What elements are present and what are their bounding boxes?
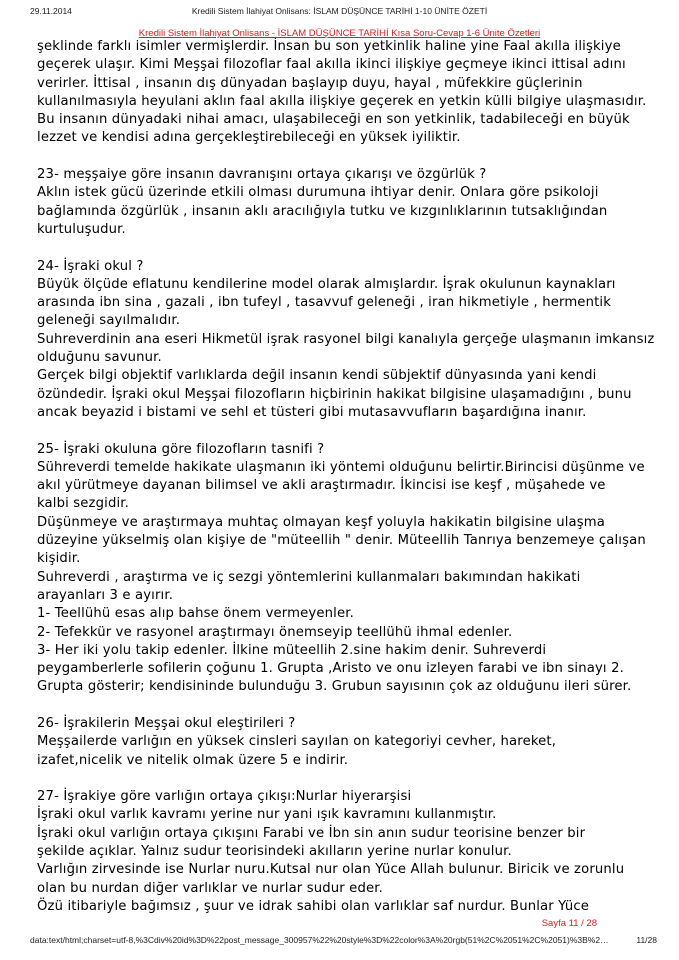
text-line: Düşünmeye ve araştırmaya muhtaç olmayan keşf yoluyla hakikatin bilgisine ulaşma [37, 514, 606, 530]
text-line: İşraki okul varlık kavramı yerine nur yani ışık kavramını kullanmıştır. [37, 807, 497, 823]
text-line: izafet,nicelik ve nitelik olmak üzere 5 e indirir. [37, 752, 349, 768]
question-heading: 24- İşraki okul ? [37, 258, 144, 274]
page-label: Sayfa 11 / 28 [541, 918, 597, 929]
text-line: 3- Her iki yolu takip edenler. İlkine müteellih 2.sine hakim denir. Suhreverdi [37, 642, 547, 658]
text-line: arasında ibn sina , gazali , ibn tufeyl , tasavvuf geleneği , iran hikmetiyle , hermentik [37, 295, 612, 311]
text-line: bağlamında özgürlük , insanın aklı aracılığıyla tutku ve kızgınlıklarının tutsaklığından [37, 203, 608, 219]
text-line: Meşşailerde varlığın en yüksek cinsleri sayılan on kategoriyi cevher, hareket, [37, 734, 557, 750]
question-heading: 27- İşrakiye göre varlığın ortaya çıkışı:Nurlar hiyerarşisi [37, 789, 412, 805]
paragraph-gap [37, 697, 657, 715]
text-line: özündedir. İşraki okul Meşşai filozofların hiçbirinin hakikat bilgisine ulaşamadığını , bunu [37, 386, 632, 402]
document-body [37, 38, 657, 916]
text-line: Gerçek bilgi objektif varlıklarda değil insanın kendi sübjektif dünyasında yani kendi [37, 368, 597, 384]
text-line: olduğunu savunur. [37, 350, 162, 366]
text-line: Büyük ölçüde eflatunu kendilerine model olarak almışlardır. İşrak okulunun kaynakları [37, 276, 616, 292]
text-line: kalbi sezgidir. [37, 496, 130, 512]
document-banner-link[interactable]: Kredili Sistem İlahiyat Onlisans - İSLAM DÜŞÜNCE TARİHİ Kısa Soru-Cevap 1-6 Ünite Özetleri [138, 28, 541, 39]
text-line: İşraki okul varlığın ortaya çıkışını Farabi ve İbn sin anın sudur teorisine benzer bir [37, 825, 586, 841]
text-line: lezzet ve kendisi adına gerçekleştirebileceği en yüksek iyiliktir. [37, 130, 461, 146]
print-date: 29.11.2014 [30, 6, 72, 16]
question-heading: 23- meşşaiye göre insanın davranışını ortaya çıkarışı ve özgürlük ? [37, 167, 487, 183]
text-line: düzeyine yükselmiş olan kişiye de "müteellih " denir. Müteellih Tanrıya benzemeye çalışan [37, 533, 646, 549]
text-line: Sühreverdi temelde hakikate ulaşmanın iki yöntemi olduğunu belirtir.Birincisi düşünme ve [37, 459, 645, 475]
paragraph-gap [37, 148, 657, 166]
paragraph-gap [37, 770, 657, 788]
text-line: 1- Teellühü esas alıp bahse önem vermeyenler. [37, 606, 354, 622]
paragraph-gap [37, 239, 657, 257]
text-line: verirler. İttisal , insanın dış dünyadan başlayıp duyu, hayal , müfekkire güçlerinin [37, 75, 583, 91]
question-heading: 25- İşraki okuluna göre filozofların tasnifi ? [37, 441, 325, 457]
text-line: şeklinde farklı isimler vermişlerdir. İnsan bu son yetkinlik haline yine Faal akılla ilişkiye [37, 39, 621, 54]
text-line: olan bu nurdan diğer varlıklar ve nurlar sudur eder. [37, 880, 383, 896]
print-page-number: 11/28 [636, 935, 657, 945]
text-line: Aklın istek gücü üzerinde etkili olması durumuna ihtiyar denir. Onlara göre psikoloji [37, 185, 599, 201]
text-line: Suhreverdinin ana eseri Hikmetül işrak rasyonel bilgi kanalıyla gerçeğe ulaşmanın imkansız [37, 331, 655, 347]
text-line: ancak beyazid i bistami ve sehl et tüsteri gibi mutasavvufların başardığına inanır. [37, 404, 587, 420]
paragraph-gap [37, 422, 657, 440]
text-line: Bu insanın dünyadaki nihai amacı, ulaşabileceği en son yetkinlik, tadabileceği en büyük [37, 112, 630, 128]
question-heading: 26- İşrakilerin Meşşai okul eleştirileri ? [37, 715, 296, 731]
text-line: geleneği sayılmalıdır. [37, 313, 181, 329]
text-line: Özü itibariyle bağımsız , şuur ve idrak sahibi olan varlıklar saf nurdur. Bunlar Yüce [37, 898, 590, 914]
text-line: Varlığın zirvesinde ise Nurlar nuru.Kutsal nur olan Yüce Allah bulunur. Biricik ve zorunlu [37, 862, 625, 878]
print-footer-url: data:text/html;charset=utf-8,%3Cdiv%20id%3D%22post_message_300957%22%20style%3D%22color%3A%20rgb(51%2C%2051%2C%2051)%3B%2… [30, 935, 609, 945]
text-line: Grupta gösterir; kendisininde bulunduğu 3. Grubun sayısının çok az olduğunu ileri sürer. [37, 679, 632, 695]
text-line: akıl yürütmeye dayanan bilimsel ve akli araştırmadır. İkincisi ise keşf , müşahede ve [37, 478, 606, 494]
text-line: kurtuluşudur. [37, 221, 126, 237]
text-line: şekilde açıklar. Yalnız sudur teorisindeki akılların yerine nurlar konulur. [37, 844, 512, 860]
text-line: 2- Tefekkür ve rasyonel araştırmayı önemseyip teellühü ihmal edenler. [37, 624, 513, 640]
text-line: kullanılmasıyla heyulani aklın faal akılla ilişkiye geçerek en yetkin külli bilgiye ulaşmasıdır. [37, 93, 647, 109]
text-line: Suhreverdi , araştırma ve iç sezgi yöntemlerini kullanmaları bakımından hakikati [37, 569, 581, 585]
text-line: geçerek ulaşır. Kimi Meşşai filozoflar faal akılla ikinci ilişkiye geçmeye ikinci ittisal adını [37, 57, 626, 73]
text-line: peygamberlerle sofilerin çoğunu 1. Grupta ,Aristo ve onu izleyen farabi ve ibn sinayı 2. [37, 661, 624, 677]
print-header-title: Kredili Sistem İlahiyat Onlisans: İSLAM DÜŞÜNCE TARİHİ 1-10 ÜNİTE ÖZETİ [191, 6, 488, 16]
text-line: kişidir. [37, 551, 81, 567]
text-line: arayanları 3 e ayırır. [37, 587, 174, 603]
